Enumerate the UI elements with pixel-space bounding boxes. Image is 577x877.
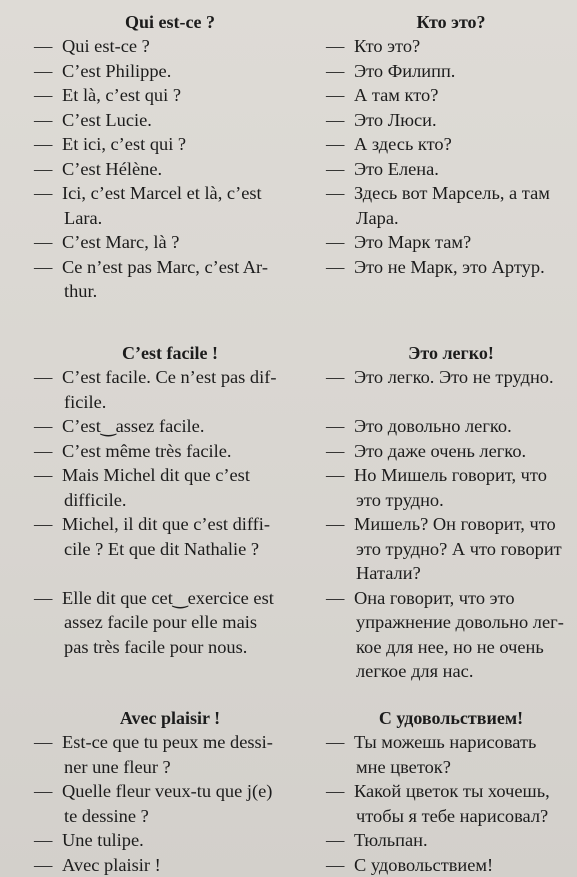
dialogue-text: Тюльпан. xyxy=(354,830,428,850)
dialogue-dash: — xyxy=(34,367,53,387)
dialogue-text: Лара. xyxy=(356,207,399,228)
dialogue-line xyxy=(34,157,306,182)
dialogue-line xyxy=(34,439,306,464)
dialogue-text: А там кто? xyxy=(354,85,439,105)
dialogue-line xyxy=(34,828,306,853)
dialogue-text: чтобы я тебе нарисовал? xyxy=(356,805,549,826)
dialogue-text: Une tulipe. xyxy=(62,830,144,850)
dialogue-text: Et ici, c’est qui ? xyxy=(62,134,187,154)
dialogue-dash: — xyxy=(34,854,53,875)
dialogue-line xyxy=(34,537,306,562)
dialogue-text: Это не Марк, это Артур. xyxy=(354,256,545,277)
dialogue-dash: — xyxy=(326,232,345,252)
dialogue-text: Elle dit que cet‿exercice est xyxy=(62,587,274,608)
dialogue-text: Lara. xyxy=(64,207,103,228)
dialogue-text: Это Люси. xyxy=(354,109,437,130)
dialogue-line xyxy=(34,181,306,206)
dialogue-text: легкое для нас. xyxy=(356,661,474,681)
dialogue-line xyxy=(326,83,576,108)
dialogue-dash: — xyxy=(326,109,345,130)
dialogue-lines xyxy=(326,365,576,684)
dialogue-dash: — xyxy=(34,830,53,850)
dialogue-text: это трудно. xyxy=(356,489,444,510)
dialogue-line xyxy=(326,730,576,755)
dialogue-dash: — xyxy=(326,440,345,461)
dialogue-dash: — xyxy=(34,781,53,801)
dialogue-lines xyxy=(34,365,306,659)
section-3-french xyxy=(34,706,306,877)
dialogue-line xyxy=(326,804,576,829)
section-title-russian: Кто это? xyxy=(416,12,486,32)
dialogue-line xyxy=(326,853,576,877)
dialogue-dash: — xyxy=(326,183,345,203)
dialogue-text: Здесь вот Марсель, а там xyxy=(354,183,550,203)
dialogue-line xyxy=(34,635,306,660)
dialogue-text: А здесь кто? xyxy=(354,134,452,154)
section-2-french xyxy=(34,341,306,659)
dialogue-text: C’est‿assez facile. xyxy=(62,416,205,436)
dialogue-line xyxy=(326,230,576,255)
dialogue-text: Это даже очень легко. xyxy=(354,440,527,461)
dialogue-dash: — xyxy=(34,158,53,179)
dialogue-line xyxy=(326,561,576,586)
dialogue-text: difficile. xyxy=(64,489,127,510)
dialogue-line xyxy=(326,828,576,853)
dialogue-line xyxy=(326,181,576,206)
dialogue-text: упражнение довольно лег- xyxy=(356,612,564,632)
dialogue-text: Это Филипп. xyxy=(354,60,456,81)
section-title-french: Qui est-ce ? xyxy=(125,12,215,32)
dialogue-line xyxy=(34,488,306,513)
dialogue-text: Это Елена. xyxy=(354,158,439,179)
dialogue-dash: — xyxy=(326,732,345,752)
section-3-russian xyxy=(326,706,576,877)
section-title-french: Avec plaisir ! xyxy=(119,708,221,728)
section-title-russian: Это легко! xyxy=(408,343,494,363)
dialogue-dash: — xyxy=(326,134,345,154)
dialogue-dash: — xyxy=(34,134,53,154)
dialogue-line xyxy=(326,157,576,182)
dialogue-line xyxy=(34,279,306,304)
dialogue-dash: — xyxy=(326,36,345,56)
dialogue-dash: — xyxy=(326,830,345,850)
dialogue-line xyxy=(326,279,576,304)
dialogue-line xyxy=(34,206,306,231)
dialogue-text: pas très facile pour nous. xyxy=(64,636,248,657)
dialogue-dash: — xyxy=(326,416,345,436)
dialogue-dash: — xyxy=(326,781,345,801)
dialogue-text: Ce n’est pas Marc, c’est Ar- xyxy=(62,256,268,277)
section-1-french xyxy=(34,10,306,304)
dialogue-line xyxy=(326,255,576,280)
dialogue-text: Qui est-ce ? xyxy=(62,36,150,56)
dialogue-line xyxy=(326,635,576,660)
dialogue-text: мне цветок? xyxy=(356,756,451,777)
dialogue-text: кое для нее, но не очень xyxy=(356,636,544,657)
dialogue-line xyxy=(34,730,306,755)
dialogue-text: cile ? Et que dit Nathalie ? xyxy=(64,538,260,559)
dialogue-line xyxy=(34,390,306,415)
dialogue-text: ner une fleur ? xyxy=(64,756,171,777)
dialogue-dash: — xyxy=(34,36,53,56)
dialogue-line xyxy=(34,779,306,804)
dialogue-dash: — xyxy=(326,587,345,608)
dialogue-text: C’est même très facile. xyxy=(62,440,232,461)
dialogue-text: Это довольно легко. xyxy=(354,416,512,436)
dialogue-text: Это Марк там? xyxy=(354,232,472,252)
dialogue-text: C’est Philippe. xyxy=(62,60,172,81)
dialogue-line xyxy=(34,512,306,537)
dialogue-line xyxy=(326,755,576,780)
section-title-french: C’est facile ! xyxy=(122,343,218,363)
dialogue-line xyxy=(326,537,576,562)
dialogue-text: C’est Hélène. xyxy=(62,158,163,179)
dialogue-text: Но Мишель говорит, что xyxy=(354,465,547,485)
dialogue-dash: — xyxy=(34,465,53,485)
dialogue-text: Это легко. Это не трудно. xyxy=(354,367,554,387)
dialogue-line xyxy=(34,853,306,877)
dialogue-text: Натали? xyxy=(356,563,421,583)
dialogue-text: Mais Michel dit que c’est xyxy=(62,465,250,485)
dialogue-line xyxy=(326,390,576,415)
dialogue-lines xyxy=(34,730,306,877)
section-2-russian xyxy=(326,341,576,684)
dialogue-line xyxy=(34,463,306,488)
dialogue-dash: — xyxy=(326,256,345,277)
dialogue-line xyxy=(326,463,576,488)
dialogue-line xyxy=(34,34,306,59)
dialogue-lines xyxy=(326,730,576,877)
dialogue-text: assez facile pour elle mais xyxy=(64,612,258,632)
dialogue-text: Et là, c’est qui ? xyxy=(62,85,181,105)
dialogue-line xyxy=(326,779,576,804)
dialogue-dash: — xyxy=(34,85,53,105)
dialogue-dash: — xyxy=(34,109,53,130)
dialogue-dash: — xyxy=(34,514,53,534)
dialogue-line xyxy=(34,365,306,390)
dialogue-dash: — xyxy=(34,256,53,277)
dialogue-dash: — xyxy=(34,60,53,81)
dialogue-line xyxy=(34,586,306,611)
dialogue-line xyxy=(34,108,306,133)
dialogue-text: te dessine ? xyxy=(64,805,149,826)
dialogue-dash: — xyxy=(34,232,53,252)
dialogue-text: C’est facile. Ce n’est pas dif- xyxy=(62,367,277,387)
dialogue-line xyxy=(326,488,576,513)
dialogue-dash: — xyxy=(34,440,53,461)
dialogue-line xyxy=(326,59,576,84)
dialogue-dash: — xyxy=(34,732,53,752)
dialogue-line xyxy=(34,59,306,84)
dialogue-dash: — xyxy=(34,416,53,436)
dialogue-line xyxy=(326,414,576,439)
dialogue-line xyxy=(326,206,576,231)
dialogue-dash: — xyxy=(326,158,345,179)
dialogue-line xyxy=(326,365,576,390)
dialogue-line xyxy=(34,255,306,280)
dialogue-dash: — xyxy=(326,465,345,485)
dialogue-text: Какой цветок ты хочешь, xyxy=(354,781,550,801)
dialogue-text: Она говорит, что это xyxy=(354,587,515,608)
dialogue-line xyxy=(34,230,306,255)
dialogue-text: это трудно? А что говорит xyxy=(356,538,562,559)
dialogue-line xyxy=(326,34,576,59)
dialogue-text: С удовольствием! xyxy=(354,854,494,875)
section-title-russian: С удовольствием! xyxy=(378,708,524,728)
dialogue-line xyxy=(34,610,306,635)
dialogue-line xyxy=(34,804,306,829)
dialogue-text: Avec plaisir ! xyxy=(62,854,161,875)
dialogue-dash: — xyxy=(326,85,345,105)
dialogue-line xyxy=(34,83,306,108)
dialogue-line xyxy=(326,108,576,133)
dialogue-lines xyxy=(326,34,576,304)
dialogue-text: C’est Marc, là ? xyxy=(62,232,180,252)
dialogue-text: Ici, c’est Marcel et là, c’est xyxy=(62,183,262,203)
dialogue-line xyxy=(34,755,306,780)
dialogue-text: Кто это? xyxy=(354,36,421,56)
dialogue-line xyxy=(326,610,576,635)
dialogue-text: thur. xyxy=(64,281,98,301)
dialogue-dash: — xyxy=(326,514,345,534)
dialogue-line xyxy=(326,512,576,537)
section-1-russian xyxy=(326,10,576,304)
dialogue-text: ficile. xyxy=(64,391,107,412)
dialogue-line xyxy=(326,659,576,684)
dialogue-dash: — xyxy=(326,854,345,875)
dialogue-line xyxy=(326,132,576,157)
dialogue-dash: — xyxy=(326,60,345,81)
dialogue-line xyxy=(34,132,306,157)
dialogue-line xyxy=(326,586,576,611)
dialogue-text: C’est Lucie. xyxy=(62,109,152,130)
dialogue-dash: — xyxy=(34,183,53,203)
dialogue-line xyxy=(34,414,306,439)
dialogue-text: Michel, il dit que c’est diffi- xyxy=(62,514,271,534)
dialogue-dash: — xyxy=(34,587,53,608)
dialogue-lines xyxy=(34,34,306,304)
dialogue-text: Quelle fleur veux-tu que j(e) xyxy=(62,781,273,801)
dialogue-line xyxy=(326,439,576,464)
dialogue-text: Est-ce que tu peux me dessi- xyxy=(62,732,273,752)
dialogue-line xyxy=(34,561,306,586)
dialogue-dash: — xyxy=(326,367,345,387)
dialogue-text: Ты можешь нарисовать xyxy=(354,732,537,752)
dialogue-text: Мишель? Он говорит, что xyxy=(354,514,556,534)
